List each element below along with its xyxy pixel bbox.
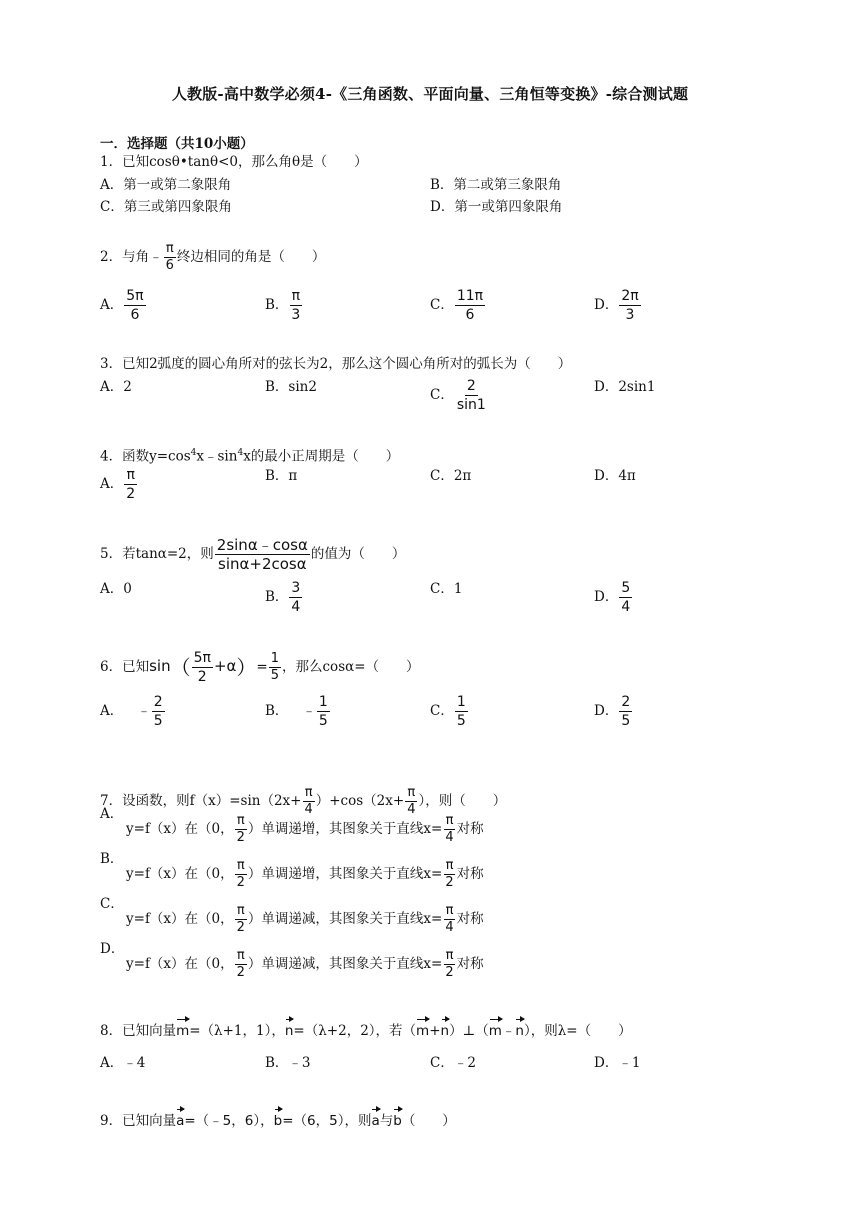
q7-b-pre: y=f（x）在（0， <box>126 866 234 882</box>
q4-post: x的最小正周期是（ ） <box>243 448 400 465</box>
q7-option-a-label[interactable]: A． <box>100 806 124 822</box>
q8-option-c[interactable]: C．﹣2 <box>430 1055 476 1071</box>
q7-s2: ）+cos（2x+ <box>315 793 405 809</box>
question-8-stem <box>100 1022 632 1040</box>
q3-option-c[interactable] <box>430 378 489 413</box>
q7-d-half-num: π <box>236 948 245 963</box>
q3-option-a[interactable]: A．2 <box>100 379 132 395</box>
q7-a-pre: y=f（x）在（0， <box>126 821 234 837</box>
q6-b-sign: ﹣ <box>302 703 316 719</box>
q6-c-num: 1 <box>456 694 466 710</box>
q5-prefix: 5．若tanα=2，则 <box>100 546 214 562</box>
q6-fraction-2 <box>269 652 281 683</box>
q6-a-sign: ﹣ <box>137 703 151 719</box>
q9-s1: 9．已知向量 <box>100 1113 177 1129</box>
q6-c-fraction <box>455 694 468 729</box>
q7-option-d[interactable] <box>126 949 484 980</box>
q2-frac-num: π <box>165 241 174 256</box>
q6-b-num: 1 <box>318 694 328 710</box>
q8-vector-n-2: n <box>440 1023 450 1039</box>
q2-option-a[interactable] <box>100 288 147 323</box>
q5-b-label: B． <box>265 589 289 605</box>
q6-d-fraction <box>619 694 632 729</box>
q8-option-b[interactable]: B．﹣3 <box>265 1055 311 1071</box>
q7-f1-den: 4 <box>304 802 313 817</box>
q5-b-num: 3 <box>291 580 301 596</box>
q3-c-fraction <box>455 378 488 413</box>
q5-d-num: 5 <box>621 580 631 596</box>
q4-exp1: 4 <box>190 448 197 458</box>
q5-suffix: 的值为（ ） <box>310 546 406 562</box>
q9-vector-b-2: b <box>393 1113 402 1129</box>
q4-pre: 4．函数y=cos <box>100 448 191 465</box>
q1-option-d[interactable]: D．第一或第四象限角 <box>430 199 563 215</box>
q9-s2: =（﹣5，6）， <box>184 1113 274 1129</box>
q2-d-den: 3 <box>625 307 635 323</box>
q4-option-b[interactable]: B．π <box>265 468 298 484</box>
q6-lparen: （ <box>170 655 191 680</box>
q6-c-den: 5 <box>456 713 466 729</box>
q5-d-label: D． <box>594 589 619 605</box>
q2-frac-den: 6 <box>165 258 174 273</box>
q5-option-a[interactable]: A．0 <box>100 581 132 597</box>
q6-frac1-num: 5π <box>193 650 211 666</box>
q2-fraction <box>164 242 176 273</box>
q9-vector-a-2: a <box>371 1113 380 1129</box>
q5-option-d[interactable] <box>594 580 633 615</box>
q8-vector-n-3: n <box>515 1023 524 1039</box>
q2-c-label: C． <box>430 297 454 313</box>
q5-d-den: 4 <box>621 599 631 615</box>
q7-c-half-den: 2 <box>236 920 245 935</box>
q7-d-axis-num: π <box>445 948 454 963</box>
q7-option-c-label[interactable]: C． <box>100 896 124 912</box>
q6-option-d[interactable] <box>594 694 633 729</box>
q7-option-b[interactable] <box>126 859 484 890</box>
q2-a-den: 6 <box>130 307 140 323</box>
q6-suffix: ，那么cosα=（ ） <box>282 659 420 675</box>
q9-s4: （ ） <box>401 1113 456 1129</box>
q7-d-mid: ）单调递减，其图象关于直线x= <box>247 956 443 972</box>
q2-d-num: 2π <box>621 288 639 304</box>
q7-option-a[interactable] <box>126 814 484 845</box>
q4-a-fraction <box>124 467 137 502</box>
q6-a-den: 5 <box>153 713 163 729</box>
q1-option-c[interactable]: C．第三或第四象限角 <box>100 199 232 215</box>
q6-d-den: 5 <box>621 713 631 729</box>
q8-vector-n: n <box>284 1023 294 1039</box>
q7-d-frac-half <box>235 949 247 980</box>
question-5-stem <box>100 537 405 572</box>
q7-a-frac-axis <box>443 814 455 845</box>
q2-d-fraction <box>619 288 640 323</box>
q2-d-label: D． <box>594 297 619 313</box>
q7-a-half-num: π <box>236 813 245 828</box>
q2-a-fraction <box>124 288 145 323</box>
q7-a-axis-num: π <box>445 813 454 828</box>
q7-a-frac-half <box>235 814 247 845</box>
q2-b-num: π <box>291 288 301 304</box>
q6-a-fraction <box>152 694 165 729</box>
q6-c-label: C． <box>430 703 454 719</box>
q2-a-num: 5π <box>126 288 144 304</box>
q7-c-frac-axis <box>443 904 455 935</box>
q7-b-frac-half <box>235 859 247 890</box>
q2-prefix: 2．与角﹣ <box>100 249 163 265</box>
q4-a-den: 2 <box>126 486 136 502</box>
q2-b-den: 3 <box>291 307 301 323</box>
question-1-stem: 1．已知cosθ•tanθ<0，那么角θ是（ ） <box>100 154 368 170</box>
q7-s1: 7．设函数，则f（x）=sin（2x+ <box>100 793 302 809</box>
q7-a-end: 对称 <box>456 821 484 837</box>
q6-a-label: A． <box>100 703 124 719</box>
q7-d-axis-den: 2 <box>445 965 454 980</box>
q2-c-num: 11π <box>456 288 484 304</box>
q7-c-axis-den: 4 <box>445 920 454 935</box>
q2-option-b[interactable] <box>265 288 303 323</box>
q7-b-end: 对称 <box>456 866 484 882</box>
q6-rparen: ） <box>236 655 257 680</box>
q7-fraction-1 <box>302 786 314 817</box>
q3-option-d[interactable]: D．2sin1 <box>594 379 656 395</box>
q9-vector-a: a <box>176 1113 185 1129</box>
q7-option-d-label[interactable]: D． <box>100 941 125 957</box>
q5-b-den: 4 <box>291 599 301 615</box>
q7-c-half-num: π <box>236 903 245 918</box>
question-3-stem: 3．已知2弧度的圆心角所对的弦长为2，那么这个圆心角所对的弧长为（ ） <box>100 356 572 372</box>
q7-b-axis-den: 2 <box>445 875 454 890</box>
q8-s3: =（λ+2，2），若（ <box>293 1023 417 1039</box>
q6-fraction-1 <box>192 650 213 685</box>
q6-option-c[interactable] <box>430 694 469 729</box>
q2-option-c[interactable] <box>430 288 486 323</box>
q8-s5: ），则λ=（ ） <box>523 1023 632 1039</box>
q7-d-half-den: 2 <box>236 965 245 980</box>
q2-c-den: 6 <box>465 307 475 323</box>
q7-f2-num: π <box>407 785 416 800</box>
q7-fraction-2 <box>405 786 417 817</box>
q9-s3: =（6，5），则 <box>282 1113 372 1129</box>
q4-a-label: A． <box>100 476 124 492</box>
q8-vector-m: m <box>176 1023 190 1039</box>
q7-b-frac-axis <box>443 859 455 890</box>
q7-d-pre: y=f（x）在（0， <box>126 956 234 972</box>
q6-frac2-num: 1 <box>270 651 279 666</box>
q6-b-label: B． <box>265 703 289 719</box>
q8-s2: =（λ+1，1）， <box>189 1023 285 1039</box>
q2-option-d[interactable] <box>594 288 642 323</box>
q7-b-mid: ）单调递增，其图象关于直线x= <box>247 866 443 882</box>
q3-c-num: 2 <box>466 378 476 394</box>
q6-a-num: 2 <box>153 694 163 710</box>
q3-c-label: C． <box>430 387 454 403</box>
q7-b-axis-num: π <box>445 858 454 873</box>
q5-option-c[interactable]: C．1 <box>430 581 463 597</box>
q7-s3: ），则（ ） <box>418 793 507 809</box>
q6-b-fraction <box>317 694 330 729</box>
q6-d-num: 2 <box>621 694 631 710</box>
q2-suffix: 终边相同的角是（ ） <box>176 249 326 265</box>
q6-sin: sin <box>149 657 171 675</box>
q9-vector-b: b <box>273 1113 283 1129</box>
q7-f2-den: 4 <box>407 802 416 817</box>
q2-b-label: B． <box>265 297 289 313</box>
q6-d-label: D． <box>594 703 619 719</box>
q4-a-num: π <box>126 467 135 483</box>
q6-prefix: 6．已知 <box>100 659 150 675</box>
q5-option-b[interactable] <box>265 580 303 615</box>
q2-b-fraction <box>289 288 302 323</box>
q7-d-frac-axis <box>443 949 455 980</box>
q6-plus-alpha: +α <box>213 657 237 675</box>
q8-minus: ﹣ <box>501 1023 516 1039</box>
q7-c-pre: y=f（x）在（0， <box>126 911 234 927</box>
q8-s4: ）⊥（ <box>449 1023 489 1039</box>
q7-a-half-den: 2 <box>236 830 245 845</box>
q6-eq: = <box>256 659 268 675</box>
q4-option-d[interactable]: D．4π <box>594 468 636 484</box>
q7-a-mid: ）单调递增，其图象关于直线x= <box>247 821 443 837</box>
q8-s1: 8．已知向量 <box>100 1023 177 1039</box>
q6-option-a[interactable] <box>100 694 166 729</box>
q5-frac-den: sinα+2cosα <box>218 555 307 573</box>
q7-b-half-num: π <box>236 858 245 873</box>
q4-option-c[interactable]: C．2π <box>430 468 472 484</box>
q4-exp2: 4 <box>237 448 244 458</box>
q1-option-a[interactable]: A．第一或第二象限角 <box>100 177 232 193</box>
q2-c-fraction <box>455 288 485 323</box>
q6-frac1-den: 2 <box>197 669 207 685</box>
q9-with: 与 <box>379 1113 394 1129</box>
q8-vector-m-2: m <box>416 1023 430 1039</box>
q7-c-end: 对称 <box>456 911 484 927</box>
q7-option-c[interactable] <box>126 904 484 935</box>
q1-option-b[interactable]: B．第二或第三象限角 <box>430 177 562 193</box>
q3-c-den: sin1 <box>456 397 486 413</box>
q7-b-half-den: 2 <box>236 875 245 890</box>
q4-mid: x﹣sin <box>196 448 238 465</box>
section-heading: 一．选择题（共10小题） <box>100 136 254 152</box>
q7-c-frac-half <box>235 904 247 935</box>
q7-f1-num: π <box>304 785 313 800</box>
q8-plus: + <box>429 1023 441 1039</box>
question-2-stem <box>100 242 325 273</box>
q5-frac-num: 2sinα﹣cosα <box>216 536 308 554</box>
question-6-stem <box>100 650 420 685</box>
q7-d-end: 对称 <box>456 956 484 972</box>
q8-vector-m-3: m <box>488 1023 502 1039</box>
q6-frac2-den: 5 <box>270 668 279 683</box>
q7-c-mid: ）单调递减，其图象关于直线x= <box>247 911 443 927</box>
q5-fraction <box>215 537 310 572</box>
q5-b-fraction <box>289 580 302 615</box>
q3-option-b[interactable]: B．sin2 <box>265 379 317 395</box>
q7-c-axis-num: π <box>445 903 454 918</box>
q7-option-b-label[interactable]: B． <box>100 851 124 867</box>
q8-option-d[interactable]: D．﹣1 <box>594 1055 641 1071</box>
question-9-stem <box>100 1112 456 1130</box>
q2-a-label: A． <box>100 297 124 313</box>
q7-a-axis-den: 4 <box>445 830 454 845</box>
page-title: 人教版-高中数学必须4-《三角函数、平面向量、三角恒等变换》-综合测试题 <box>171 85 689 103</box>
q4-option-a[interactable] <box>100 467 138 502</box>
q6-b-den: 5 <box>318 713 328 729</box>
q6-option-b[interactable] <box>265 694 331 729</box>
question-4-stem <box>100 444 399 466</box>
q8-option-a[interactable]: A．﹣4 <box>100 1055 146 1071</box>
q5-d-fraction <box>619 580 632 615</box>
